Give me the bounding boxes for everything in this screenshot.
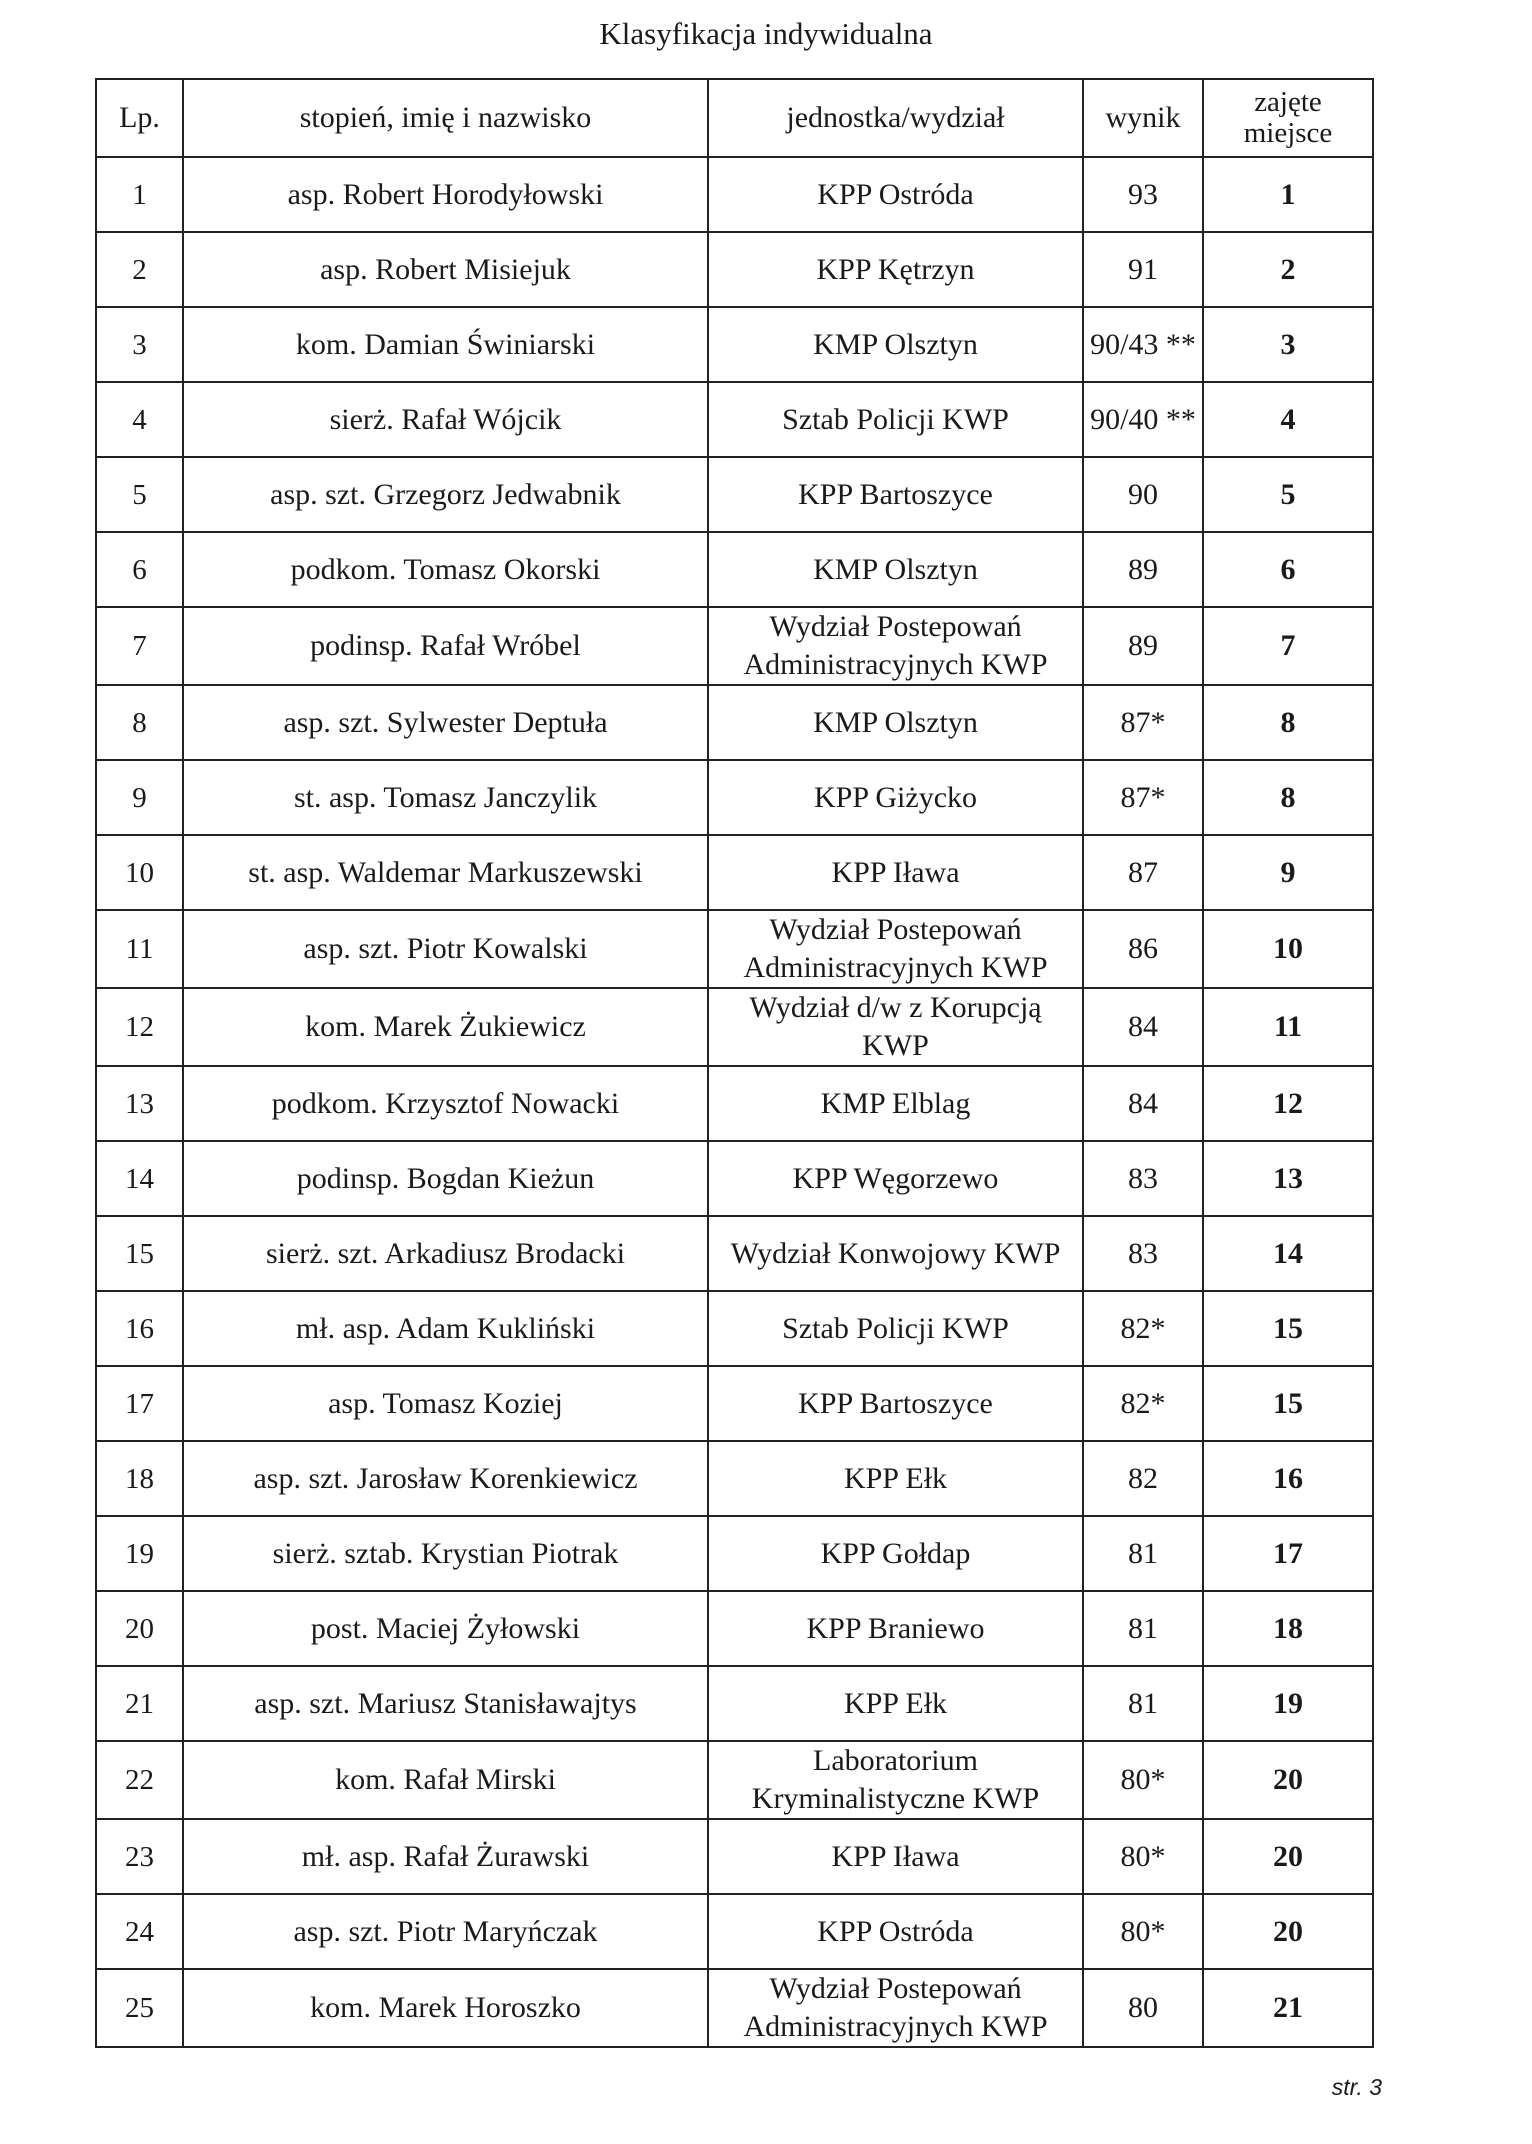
header-score: wynik xyxy=(1083,79,1203,157)
unit-cell: KPP Ostróda xyxy=(708,157,1083,232)
name-cell: mł. asp. Rafał Żurawski xyxy=(183,1819,708,1894)
place-cell: 5 xyxy=(1203,457,1373,532)
unit-cell: KPP Braniewo xyxy=(708,1591,1083,1666)
unit-cell: Wydział Postepowań Administracyjnych KWP xyxy=(708,910,1083,988)
name-cell: asp. szt. Mariusz Stanisławajtys xyxy=(183,1666,708,1741)
place-cell: 18 xyxy=(1203,1591,1373,1666)
unit-cell: Wydział Postepowań Administracyjnych KWP xyxy=(708,1969,1083,2047)
place-cell: 15 xyxy=(1203,1366,1373,1441)
name-cell: asp. szt. Grzegorz Jedwabnik xyxy=(183,457,708,532)
lp-cell: 20 xyxy=(96,1591,183,1666)
lp-cell: 22 xyxy=(96,1741,183,1819)
score-cell: 84 xyxy=(1083,988,1203,1066)
score-cell: 80* xyxy=(1083,1741,1203,1819)
place-cell: 4 xyxy=(1203,382,1373,457)
table-row xyxy=(96,382,1373,457)
table-row xyxy=(96,532,1373,607)
name-cell: podkom. Tomasz Okorski xyxy=(183,532,708,607)
name-cell: podinsp. Bogdan Kieżun xyxy=(183,1141,708,1216)
name-cell: st. asp. Tomasz Janczylik xyxy=(183,760,708,835)
table-row xyxy=(96,457,1373,532)
unit-cell: KPP Ełk xyxy=(708,1441,1083,1516)
place-cell: 16 xyxy=(1203,1441,1373,1516)
table-row xyxy=(96,1666,1373,1741)
lp-cell: 14 xyxy=(96,1141,183,1216)
table-row xyxy=(96,835,1373,910)
lp-cell: 16 xyxy=(96,1291,183,1366)
table-row xyxy=(96,1441,1373,1516)
header-name: stopień, imię i nazwisko xyxy=(183,79,708,157)
score-cell: 80* xyxy=(1083,1819,1203,1894)
name-cell: mł. asp. Adam Kukliński xyxy=(183,1291,708,1366)
unit-cell: KPP Ełk xyxy=(708,1666,1083,1741)
score-cell: 81 xyxy=(1083,1666,1203,1741)
unit-cell: KPP Bartoszyce xyxy=(708,1366,1083,1441)
place-cell: 13 xyxy=(1203,1141,1373,1216)
page-number: str. 3 xyxy=(1331,2074,1382,2100)
score-cell: 82* xyxy=(1083,1291,1203,1366)
unit-cell: KPP Gołdap xyxy=(708,1516,1083,1591)
lp-cell: 21 xyxy=(96,1666,183,1741)
lp-cell: 18 xyxy=(96,1441,183,1516)
lp-cell: 11 xyxy=(96,910,183,988)
table-row xyxy=(96,1141,1373,1216)
lp-cell: 3 xyxy=(96,307,183,382)
unit-cell: KPP Ostróda xyxy=(708,1894,1083,1969)
table-row xyxy=(96,1591,1373,1666)
header-place: zajęte miejsce xyxy=(1203,79,1373,157)
place-cell: 8 xyxy=(1203,760,1373,835)
lp-cell: 2 xyxy=(96,232,183,307)
name-cell: kom. Damian Świniarski xyxy=(183,307,708,382)
lp-cell: 1 xyxy=(96,157,183,232)
table-row xyxy=(96,910,1373,988)
table-row xyxy=(96,760,1373,835)
score-cell: 84 xyxy=(1083,1066,1203,1141)
table-row xyxy=(96,1894,1373,1969)
header-unit: jednostka/wydział xyxy=(708,79,1083,157)
unit-cell: Wydział d/w z Korupcją KWP xyxy=(708,988,1083,1066)
score-cell: 89 xyxy=(1083,607,1203,685)
unit-cell: Sztab Policji KWP xyxy=(708,1291,1083,1366)
name-cell: podkom. Krzysztof Nowacki xyxy=(183,1066,708,1141)
lp-cell: 19 xyxy=(96,1516,183,1591)
table-row xyxy=(96,607,1373,685)
place-cell: 15 xyxy=(1203,1291,1373,1366)
place-cell: 14 xyxy=(1203,1216,1373,1291)
place-cell: 21 xyxy=(1203,1969,1373,2047)
place-cell: 20 xyxy=(1203,1741,1373,1819)
name-cell: sierż. szt. Arkadiusz Brodacki xyxy=(183,1216,708,1291)
unit-cell: KMP Elblag xyxy=(708,1066,1083,1141)
lp-cell: 4 xyxy=(96,382,183,457)
score-cell: 90/40 ** xyxy=(1083,382,1203,457)
name-cell: sierż. sztab. Krystian Piotrak xyxy=(183,1516,708,1591)
score-cell: 89 xyxy=(1083,532,1203,607)
table-row xyxy=(96,307,1373,382)
score-cell: 87* xyxy=(1083,685,1203,760)
lp-cell: 7 xyxy=(96,607,183,685)
place-cell: 6 xyxy=(1203,532,1373,607)
score-cell: 93 xyxy=(1083,157,1203,232)
unit-cell: KPP Iława xyxy=(708,835,1083,910)
unit-cell: Wydział Postepowań Administracyjnych KWP xyxy=(708,607,1083,685)
unit-cell: KPP Giżycko xyxy=(708,760,1083,835)
lp-cell: 13 xyxy=(96,1066,183,1141)
table-row xyxy=(96,685,1373,760)
document-title: Klasyfikacja indywidualna xyxy=(599,16,933,51)
lp-cell: 8 xyxy=(96,685,183,760)
score-cell: 83 xyxy=(1083,1141,1203,1216)
unit-cell: KPP Iława xyxy=(708,1819,1083,1894)
name-cell: podinsp. Rafał Wróbel xyxy=(183,607,708,685)
place-cell: 20 xyxy=(1203,1894,1373,1969)
table-row xyxy=(96,1741,1373,1819)
table-row xyxy=(96,1516,1373,1591)
lp-cell: 23 xyxy=(96,1819,183,1894)
place-cell: 7 xyxy=(1203,607,1373,685)
table-row xyxy=(96,1366,1373,1441)
unit-cell: KPP Węgorzewo xyxy=(708,1141,1083,1216)
unit-cell: Sztab Policji KWP xyxy=(708,382,1083,457)
place-cell: 19 xyxy=(1203,1666,1373,1741)
lp-cell: 5 xyxy=(96,457,183,532)
place-cell: 12 xyxy=(1203,1066,1373,1141)
place-cell: 11 xyxy=(1203,988,1373,1066)
name-cell: asp. szt. Sylwester Deptuła xyxy=(183,685,708,760)
score-cell: 87* xyxy=(1083,760,1203,835)
table-row xyxy=(96,988,1373,1066)
name-cell: asp. szt. Piotr Maryńczak xyxy=(183,1894,708,1969)
name-cell: kom. Marek Żukiewicz xyxy=(183,988,708,1066)
place-cell: 2 xyxy=(1203,232,1373,307)
unit-cell: Wydział Konwojowy KWP xyxy=(708,1216,1083,1291)
name-cell: asp. Robert Horodyłowski xyxy=(183,157,708,232)
name-cell: post. Maciej Żyłowski xyxy=(183,1591,708,1666)
score-cell: 90 xyxy=(1083,457,1203,532)
score-cell: 87 xyxy=(1083,835,1203,910)
place-cell: 9 xyxy=(1203,835,1373,910)
unit-cell: KMP Olsztyn xyxy=(708,532,1083,607)
score-cell: 82* xyxy=(1083,1366,1203,1441)
name-cell: asp. szt. Piotr Kowalski xyxy=(183,910,708,988)
lp-cell: 25 xyxy=(96,1969,183,2047)
lp-cell: 17 xyxy=(96,1366,183,1441)
name-cell: asp. Tomasz Koziej xyxy=(183,1366,708,1441)
lp-cell: 10 xyxy=(96,835,183,910)
header-lp: Lp. xyxy=(96,79,183,157)
lp-cell: 24 xyxy=(96,1894,183,1969)
place-cell: 17 xyxy=(1203,1516,1373,1591)
lp-cell: 9 xyxy=(96,760,183,835)
lp-cell: 6 xyxy=(96,532,183,607)
place-cell: 8 xyxy=(1203,685,1373,760)
table-row xyxy=(96,1066,1373,1141)
classification-table xyxy=(95,78,1374,2048)
unit-cell: KMP Olsztyn xyxy=(708,307,1083,382)
score-cell: 90/43 ** xyxy=(1083,307,1203,382)
name-cell: asp. szt. Jarosław Korenkiewicz xyxy=(183,1441,708,1516)
name-cell: kom. Rafał Mirski xyxy=(183,1741,708,1819)
score-cell: 81 xyxy=(1083,1516,1203,1591)
table-row xyxy=(96,1819,1373,1894)
score-cell: 80* xyxy=(1083,1894,1203,1969)
score-cell: 83 xyxy=(1083,1216,1203,1291)
lp-cell: 12 xyxy=(96,988,183,1066)
name-cell: st. asp. Waldemar Markuszewski xyxy=(183,835,708,910)
score-cell: 81 xyxy=(1083,1591,1203,1666)
place-cell: 20 xyxy=(1203,1819,1373,1894)
lp-cell: 15 xyxy=(96,1216,183,1291)
place-cell: 1 xyxy=(1203,157,1373,232)
table-row xyxy=(96,1969,1373,2047)
place-cell: 10 xyxy=(1203,910,1373,988)
table-row xyxy=(96,1216,1373,1291)
table-row xyxy=(96,1291,1373,1366)
score-cell: 91 xyxy=(1083,232,1203,307)
score-cell: 82 xyxy=(1083,1441,1203,1516)
unit-cell: KPP Kętrzyn xyxy=(708,232,1083,307)
table-header-row xyxy=(96,79,1373,157)
name-cell: asp. Robert Misiejuk xyxy=(183,232,708,307)
score-cell: 86 xyxy=(1083,910,1203,988)
place-cell: 3 xyxy=(1203,307,1373,382)
score-cell: 80 xyxy=(1083,1969,1203,2047)
unit-cell: KMP Olsztyn xyxy=(708,685,1083,760)
name-cell: sierż. Rafał Wójcik xyxy=(183,382,708,457)
unit-cell: Laboratorium Kryminalistyczne KWP xyxy=(708,1741,1083,1819)
unit-cell: KPP Bartoszyce xyxy=(708,457,1083,532)
table-row xyxy=(96,232,1373,307)
name-cell: kom. Marek Horoszko xyxy=(183,1969,708,2047)
table-row xyxy=(96,157,1373,232)
